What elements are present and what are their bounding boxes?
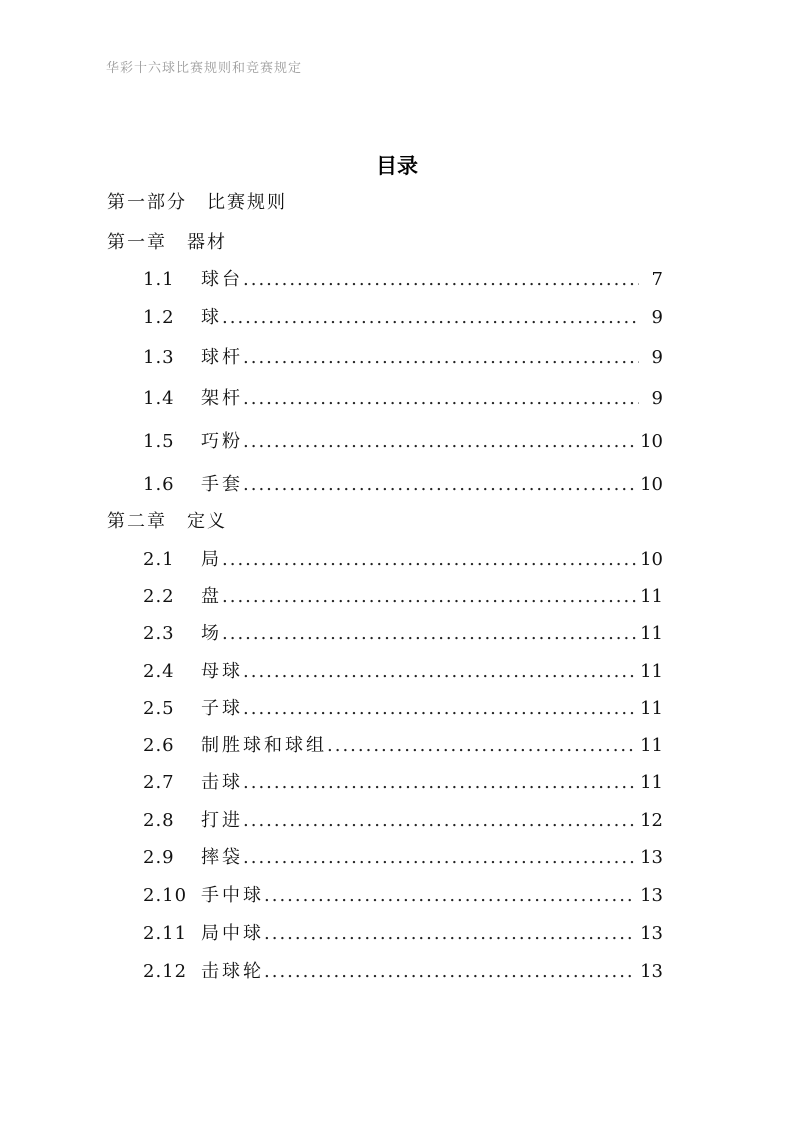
entry-page-number: 13: [640, 961, 663, 982]
entry-number: 1.4: [143, 388, 175, 409]
entry-number: 1.1: [143, 269, 175, 290]
entry-title: 击球轮: [201, 961, 264, 982]
toc-entry-2-4[interactable]: [143, 657, 663, 683]
entry-page-number: 12: [640, 810, 663, 831]
entry-number: 2.7: [143, 772, 175, 793]
dot-leader: [243, 347, 639, 368]
entry-title: 子球: [201, 698, 243, 719]
entry-title: 局: [201, 549, 222, 570]
entry-page-number: 13: [640, 885, 663, 906]
entry-page-number: 9: [651, 347, 663, 368]
entry-title: 手套: [201, 474, 243, 495]
entry-number: 1.3: [143, 347, 175, 368]
toc-entry-2-1[interactable]: [143, 545, 663, 571]
toc-entry-1-4[interactable]: [143, 384, 663, 410]
entry-page-number: 13: [640, 847, 663, 868]
toc-entry-2-8[interactable]: [143, 806, 663, 832]
entry-number: 2.6: [143, 735, 175, 756]
dot-leader: [243, 269, 639, 290]
dot-leader: [243, 474, 636, 495]
entry-number: 2.10: [143, 885, 188, 906]
entry-page-number: 11: [640, 698, 663, 719]
part-heading: 第一部分 比赛规则: [107, 192, 287, 213]
entry-title: 打进: [201, 810, 243, 831]
toc-entry-2-11[interactable]: [143, 919, 663, 945]
entry-title: 手中球: [201, 885, 264, 906]
entry-page-number: 11: [640, 661, 663, 682]
running-header: 华彩十六球比赛规则和竞赛规定: [106, 61, 303, 76]
dot-leader: [264, 885, 636, 906]
dot-leader: [243, 810, 636, 831]
entry-title: 场: [201, 623, 222, 644]
toc-entry-2-2[interactable]: [143, 582, 663, 608]
entry-page-number: 11: [640, 772, 663, 793]
entry-title: 球台: [201, 269, 243, 290]
entry-number: 2.11: [143, 923, 188, 944]
entry-page-number: 10: [640, 431, 663, 452]
entry-number: 2.8: [143, 810, 175, 831]
entry-number: 2.3: [143, 623, 175, 644]
toc-entry-1-6[interactable]: [143, 470, 663, 496]
entry-title: 球: [201, 307, 222, 328]
dot-leader: [243, 431, 636, 452]
entry-title: 局中球: [201, 923, 264, 944]
entry-title: 架杆: [201, 388, 243, 409]
dot-leader: [222, 549, 636, 570]
dot-leader: [243, 661, 636, 682]
toc-entry-1-2[interactable]: [143, 303, 663, 329]
dot-leader: [222, 586, 636, 607]
entry-number: 2.4: [143, 661, 175, 682]
entry-title: 巧粉: [201, 431, 243, 452]
toc-entry-1-1[interactable]: [143, 265, 663, 291]
entry-number: 1.6: [143, 474, 175, 495]
chapter-heading-1: 第一章 器材: [107, 232, 227, 253]
toc-entry-2-12[interactable]: [143, 957, 663, 983]
entry-number: 1.2: [143, 307, 175, 328]
entry-number: 2.1: [143, 549, 175, 570]
entry-page-number: 11: [640, 586, 663, 607]
toc-entry-2-6[interactable]: [143, 731, 663, 757]
toc-entry-2-10[interactable]: [143, 881, 663, 907]
dot-leader: [264, 961, 636, 982]
toc-entry-2-9[interactable]: [143, 843, 663, 869]
entry-number: 1.5: [143, 431, 175, 452]
entry-page-number: 7: [651, 269, 663, 290]
entry-number: 2.12: [143, 961, 188, 982]
toc-title: 目录: [376, 154, 418, 178]
toc-entry-2-5[interactable]: [143, 694, 663, 720]
entry-title: 制胜球和球组: [201, 735, 327, 756]
dot-leader: [264, 923, 636, 944]
toc-entry-2-3[interactable]: [143, 619, 663, 645]
toc-entry-1-3[interactable]: [143, 343, 663, 369]
entry-number: 2.5: [143, 698, 175, 719]
dot-leader: [222, 623, 636, 644]
entry-page-number: 13: [640, 923, 663, 944]
dot-leader: [222, 307, 639, 328]
entry-page-number: 9: [651, 388, 663, 409]
entry-page-number: 9: [651, 307, 663, 328]
entry-title: 盘: [201, 586, 222, 607]
toc-entry-1-5[interactable]: [143, 427, 663, 453]
entry-number: 2.9: [143, 847, 175, 868]
entry-title: 击球: [201, 772, 243, 793]
dot-leader: [243, 388, 639, 409]
entry-number: 2.2: [143, 586, 175, 607]
entry-page-number: 11: [640, 623, 663, 644]
entry-page-number: 11: [640, 735, 663, 756]
chapter-heading-2: 第二章 定义: [107, 511, 227, 532]
entry-page-number: 10: [640, 549, 663, 570]
entry-title: 摔袋: [201, 847, 243, 868]
dot-leader: [243, 847, 636, 868]
entry-page-number: 10: [640, 474, 663, 495]
dot-leader: [243, 772, 636, 793]
toc-entry-2-7[interactable]: [143, 768, 663, 794]
entry-title: 母球: [201, 661, 243, 682]
entry-title: 球杆: [201, 347, 243, 368]
dot-leader: [327, 735, 636, 756]
dot-leader: [243, 698, 636, 719]
